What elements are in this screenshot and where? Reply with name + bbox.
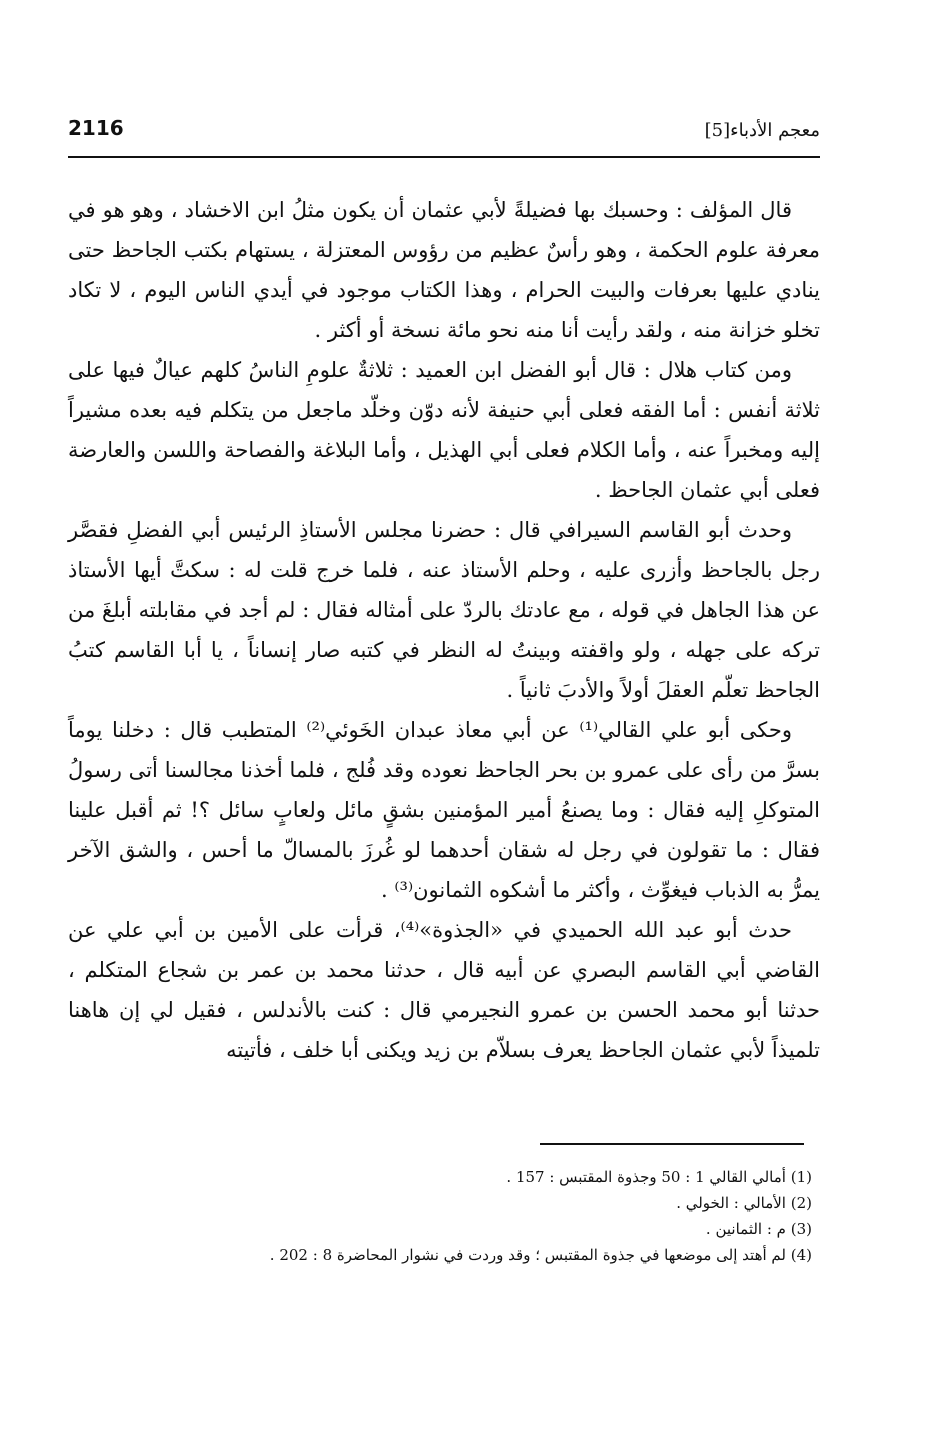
footnote: (2) الأمالي : الخولي . — [676, 1194, 812, 1212]
paragraph: ومن كتاب هلال : قال أبو الفضل ابن العميد : ثلاثةٌ علومِ الناسُ كلهم عيالٌ فيها على ثلاثة أنفس : أما الفقه فعلى أبي حنيفة لأنه دوّن وخلّد ماجعل من يتكلم فيه بعده مشيراً إليه ومخبراً عنه ، وأما الكلام فعلى أبي الهذيل ، وأما البلاغة والفصاحة واللسن والعارضة فعلى أبي عثمان الجاحظ . — [68, 358, 820, 502]
footnote: (4) لم أهتد إلى موضعها في جذوة المقتبس ؛ وقد وردت في نشوار المحاضرة 8 : 202 . — [269, 1246, 812, 1264]
footnote: (1) أمالي القالي 1 : 50 وجذوة المقتبس : 157 . — [506, 1168, 812, 1186]
paragraph: حدث أبو عبد الله الحميدي في «الجذوة»⁽⁴⁾، قرأت على الأمين بن أبي علي عن القاضي أبي القاسم البصري عن أبيه قال ، حدثنا محمد بن عمر بن شجاع المتكلم ، حدثنا أبو محمد الحسن بن عمرو النجيرمي قال : كنت بالأندلس ، فقيل لي إن هاهنا تلميذاً لأبي عثمان الجاحظ يعرف بسلاّم بن زيد ويكنى أبا خلف ، فأتيته — [68, 918, 820, 1062]
paragraph: وحكى أبو علي القالي⁽¹⁾ عن أبي معاذ عبدان الخَوئي⁽²⁾ المتطبب قال : دخلنا يوماً بسرَّ من رأى على عمرو بن بحر الجاحظ نعوده وقد فُلج ، فلما أخذنا مجالسنا أتى رسولُ المتوكلِ إليه فقال : وما يصنعُ أمير المؤمنين بشقٍ مائل ولعابٍ سائل ؟! ثم أقبل علينا فقال : ما تقولون في رجل له شقان أحدهما لو غُرزَ بالمسالّ ما أحس ، والشق الآخر يمرُّ به الذباب فيغوِّث ، وأكثر ما أشكوه الثمانون⁽³⁾ . — [68, 718, 820, 902]
footnote-divider — [540, 1143, 804, 1145]
footnote: (3) م : الثمانين . — [705, 1220, 812, 1238]
running-title: معجم الأدباء[5] — [704, 120, 820, 141]
paragraph: قال المؤلف : وحسبك بها فضيلةً لأبي عثمان أن يكون مثلُ ابن الاخشاد ، وهو هو في معرفة علوم الحكمة ، وهو رأسٌ عظيم من رؤوس المعتزلة ، يستهام بكتب الجاحظ حتى ينادي عليها بعرفات والبيت الحرام ، وهذا الكتاب موجود في أيدي الناس اليوم ، لا تكاد تخلو خزانة منه ، ولقد رأيت أنا منه نحو مائة نسخة أو أكثر . — [68, 198, 820, 342]
page-header — [68, 112, 820, 158]
paragraph: وحدث أبو القاسم السيرافي قال : حضرنا مجلس الأستاذِ الرئيس أبي الفضلِ فقصَّر رجل بالجاحظ وأزرى عليه ، وحلم الأستاذ عنه ، فلما خرج قلت له : سكتَّ أيها الأستاذ عن هذا الجاهل في قوله ، مع عادتك بالردّ على أمثاله فقال : لم أجد في مقابلته أبلغَ من تركه على جهله ، ولو واقفته وبينتُ له النظر في كتبه صار إنساناً ، يا أبا القاسم كتبُ الجاحظ تعلّم العقلَ أولاً والأدبَ ثانياً . — [68, 518, 820, 702]
footnotes — [68, 1164, 812, 1268]
page-number: 2116 — [68, 116, 124, 140]
main-text — [68, 190, 820, 1070]
